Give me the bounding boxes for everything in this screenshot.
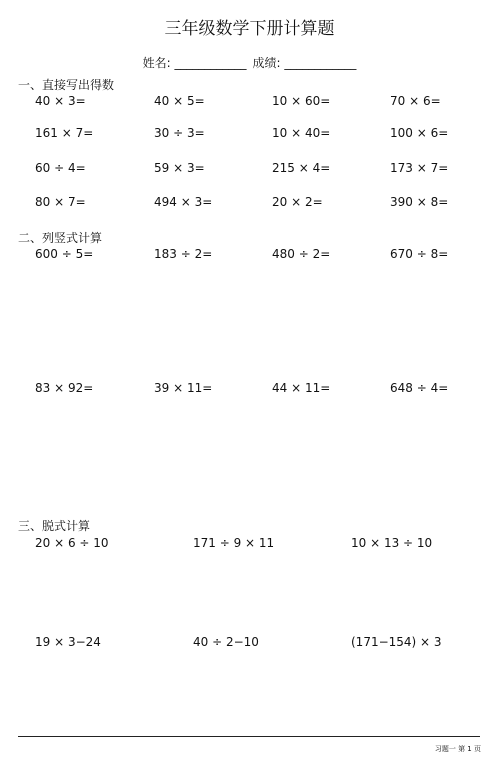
problem: 59 × 3= [154,161,205,175]
problem: 80 × 7= [35,195,86,209]
problem: 161 × 7= [35,126,94,140]
problem: 83 × 92= [35,381,94,395]
problem: 30 ÷ 3= [154,126,205,140]
problem: 44 × 11= [272,381,331,395]
problem: 480 ÷ 2= [272,247,331,261]
page-title: 三年级数学下册计算题 [164,19,335,39]
problem: 20 × 2= [272,195,323,209]
problem: 494 × 3= [154,195,213,209]
problem: 60 ÷ 4= [35,161,86,175]
problem: 10 × 40= [272,126,331,140]
problem: 171 ÷ 9 × 11 [193,536,275,550]
problem: 20 × 6 ÷ 10 [35,536,109,550]
problem: 40 ÷ 2−10 [193,635,259,649]
problem: 10 × 60= [272,94,331,108]
section-heading-mental: 一、直接写出得数 [18,78,115,92]
name-field: 姓名: ____________ [142,56,247,70]
problem: 39 × 11= [154,381,213,395]
problem: 100 × 6= [390,126,449,140]
problem: 648 ÷ 4= [390,381,449,395]
problem: 670 ÷ 8= [390,247,449,261]
problem: (171−154) × 3 [351,635,442,649]
problem: 215 × 4= [272,161,331,175]
score-field: 成绩: ____________ [252,56,357,70]
problem: 19 × 3−24 [35,635,101,649]
student-info [0,54,499,71]
problem: 600 ÷ 5= [35,247,94,261]
problem: 40 × 3= [35,94,86,108]
section-heading-stepwise: 三、脱式计算 [18,519,91,533]
problem: 390 × 8= [390,195,449,209]
problem: 183 ÷ 2= [154,247,213,261]
problem: 40 × 5= [154,94,205,108]
section-heading-vertical: 二、列竖式计算 [18,231,103,245]
problem: 10 × 13 ÷ 10 [351,536,433,550]
problem: 173 × 7= [390,161,449,175]
problem: 70 × 6= [390,94,441,108]
page-footer: 习题一 第 1 页 [434,745,481,753]
footer-divider [18,736,480,737]
